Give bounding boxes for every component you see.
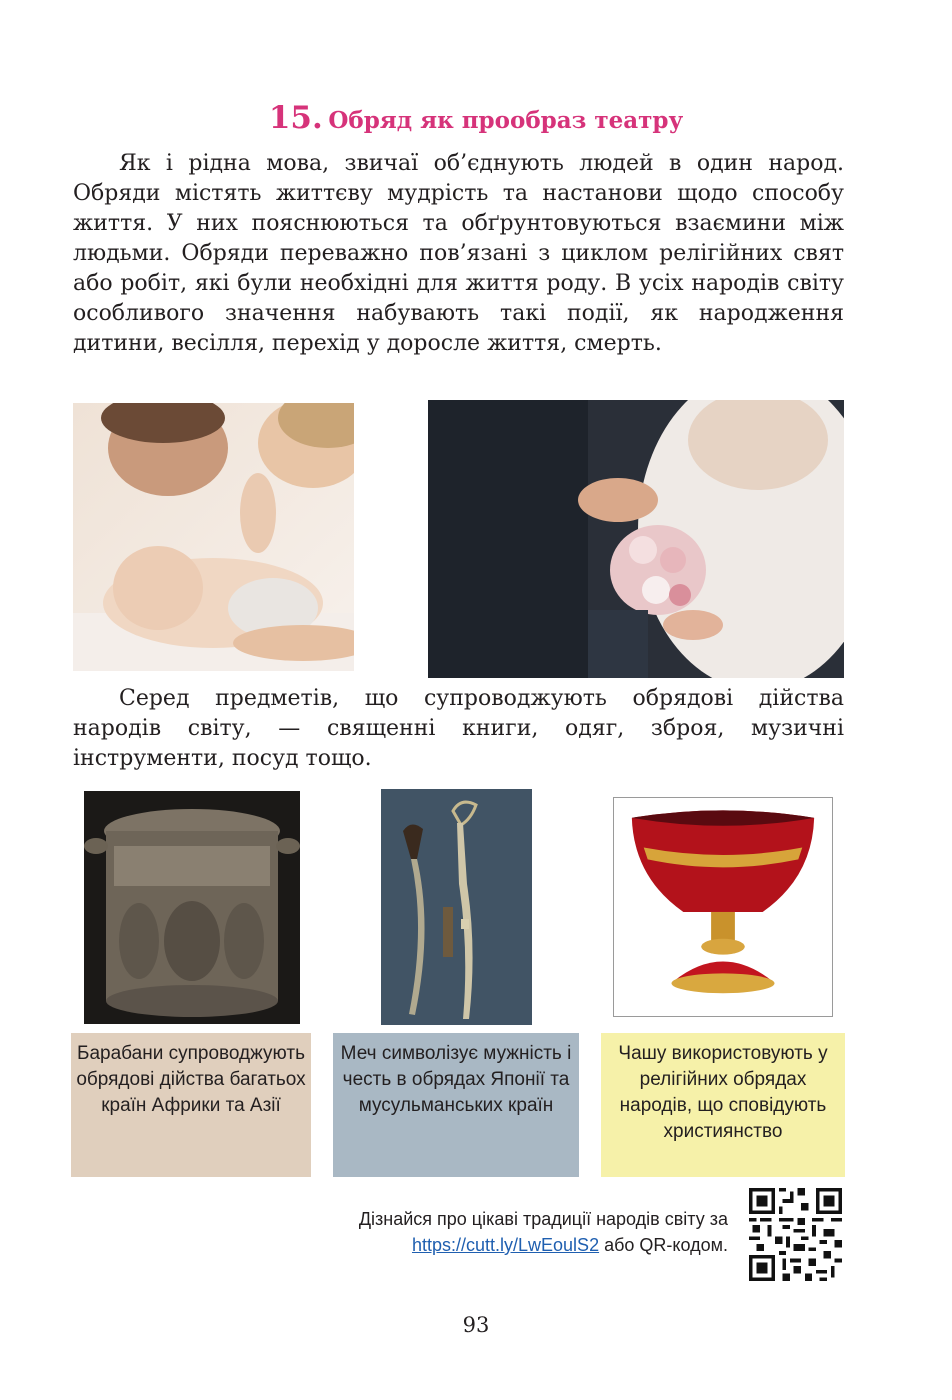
sword-photo xyxy=(381,789,532,1025)
wedding-photo xyxy=(428,400,844,678)
chalice-photo xyxy=(613,797,833,1017)
drum-photo xyxy=(84,791,300,1024)
intro-paragraph: Як і рідна мова, звичаї об’єднують людей в один народ. Обряди містять життєву мудрість та настанови щодо способу життя. У них пояснюються та обґрунтовуються взаємини між людьми. Обряди переважно пов’язані з циклом релігійних свят або робіт, які були необхідні для життя роду. В усіх народів світу особливого значення набувають такі події, як народження дитини, весілля, перехід у доросле життя, смерть. xyxy=(73,151,844,356)
resource-link-line xyxy=(268,1232,728,1258)
baby-photo xyxy=(73,403,354,671)
objects-paragraph: Серед предметів, що супроводжують обрядові дійства народів світу, — священні книги, одяг, зброя, музичні інструменти, посуд тощо. xyxy=(73,686,844,771)
resource-note xyxy=(268,1206,728,1258)
chalice-caption: Чашу використовують у релігійних обрядах народів, що сповідують християнство xyxy=(601,1033,845,1177)
section-title xyxy=(0,100,952,136)
drum-caption: Барабани супроводжують обрядові дійства багатьох країн Африки та Азії xyxy=(71,1033,311,1177)
resource-link[interactable]: https://cutt.ly/LwEoulS2 xyxy=(411,1235,600,1255)
resource-text: Дізнайся про цікаві традиції народів світу за xyxy=(358,1209,728,1229)
resource-suffix: або QR-кодом. xyxy=(599,1235,728,1255)
section-heading: Обряд як прообраз театру xyxy=(328,107,684,134)
qr-code-icon[interactable] xyxy=(749,1188,842,1281)
sword-caption: Меч символізує мужність і честь в обрядах Японії та мусульманських країн xyxy=(333,1033,579,1177)
page-number: 93 xyxy=(462,1313,490,1337)
section-number: 15. xyxy=(268,100,323,136)
